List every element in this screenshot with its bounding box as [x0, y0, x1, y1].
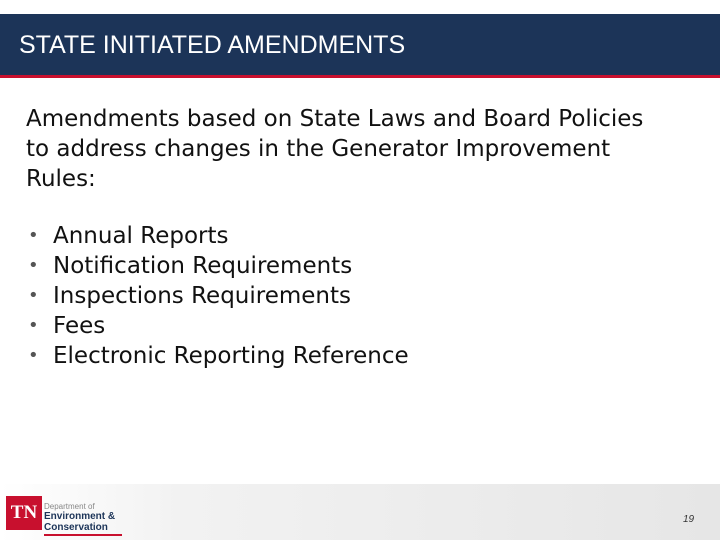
intro-line: Amendments based on State Laws and Board Policies — [26, 106, 644, 132]
bullet-text: Fees — [53, 313, 106, 339]
intro-line: Rules: — [26, 166, 96, 192]
bullet-icon: • — [28, 345, 39, 366]
slide-title: STATE INITIATED AMENDMENTS — [19, 31, 406, 59]
bullet-icon: • — [28, 255, 39, 276]
page-number: 19 — [683, 514, 695, 525]
tdec-logo — [6, 492, 126, 536]
intro-paragraph — [26, 104, 706, 194]
logo-underline — [44, 534, 122, 536]
bullet-text: Annual Reports — [53, 223, 229, 249]
bullet-text: Notification Requirements — [53, 253, 353, 279]
bullet-icon: • — [28, 315, 39, 336]
bullet-icon: • — [28, 285, 39, 306]
logo-environment-text: Environment & — [44, 511, 116, 522]
title-bar — [0, 14, 720, 78]
logo-conservation-text: Conservation — [44, 522, 108, 533]
tn-logo-icon: TN — [6, 496, 42, 530]
logo-department-text: Department of — [44, 502, 95, 511]
bullet-icon: • — [28, 225, 39, 246]
intro-line: to address changes in the Generator Improvement — [26, 136, 611, 162]
bullet-text: Electronic Reporting Reference — [53, 343, 409, 369]
bullet-text: Inspections Requirements — [53, 283, 351, 309]
